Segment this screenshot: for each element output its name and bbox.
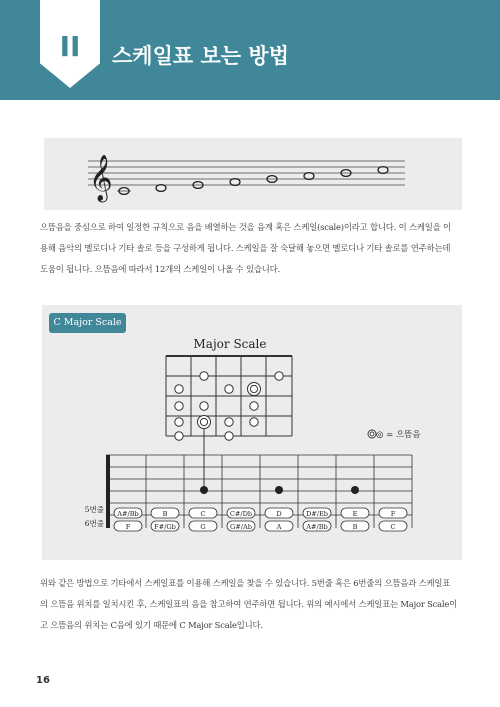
string5-note: E — [352, 510, 358, 518]
page-title: 스케일표 보는 방법 — [112, 44, 289, 68]
scale-dot — [250, 402, 258, 410]
fret-marker — [200, 486, 208, 494]
page-number: 16 — [36, 675, 50, 686]
outro-line: 위와 같은 방법으로 기타에서 스케일표를 이용해 스케일을 찾을 수 있습니다. 5번줄 혹은 6번줄의 으뜸음과 스케일표 — [40, 578, 451, 588]
section-number: II — [59, 30, 81, 63]
string5-note: F — [390, 510, 396, 518]
figure-label: C Major Scale — [49, 313, 126, 333]
legend-text: ◎ = 으뜸음 — [376, 430, 421, 440]
string6-label: 6번줄 — [84, 519, 104, 528]
scale-dot — [175, 418, 183, 426]
fretboard-nut — [106, 455, 110, 528]
string6-note: A#/Bb — [306, 523, 328, 531]
string5-note: D — [276, 510, 282, 518]
string6-note: F#/Gb — [154, 523, 176, 531]
string6-note: B — [352, 523, 358, 531]
string6-note: A — [276, 523, 282, 531]
string6-note: F — [125, 523, 131, 531]
string5-notes — [114, 508, 407, 518]
root-note-marker-inner — [200, 418, 207, 425]
scale-dot — [200, 402, 208, 410]
string6-notes — [114, 521, 407, 531]
root-note-marker-inner — [250, 385, 257, 392]
string6-note: G — [200, 523, 206, 531]
outro-line: 의 으뜸음 위치를 일치시킨 후, 스케일표의 음을 참고하여 연주하면 됩니다. 위의 예시에서 스케일표는 Major Scale이 — [40, 599, 458, 609]
string6-note: C — [390, 523, 396, 531]
outro-line: 고 으뜸음의 위치는 C음에 있기 때문에 C Major Scale입니다. — [40, 620, 263, 630]
treble-clef-icon: 𝄞 — [89, 155, 113, 201]
string5-label: 5번줄 — [84, 505, 104, 514]
diagram-title: Major Scale — [193, 337, 267, 351]
scale-dot — [200, 372, 208, 380]
scale-dot — [225, 385, 233, 393]
string6-note: G#/Ab — [230, 523, 252, 531]
fret-marker — [351, 486, 359, 494]
scale-dot — [175, 402, 183, 410]
fret-markers — [200, 486, 359, 494]
string5-note: C — [200, 510, 206, 518]
fret-marker — [275, 486, 283, 494]
scale-dot — [225, 418, 233, 426]
scale-dot — [225, 432, 233, 440]
intro-line: 으뜸음을 중심으로 하여 일정한 규칙으로 음을 배열하는 것을 음계 혹은 스케일(scale)이라고 합니다. 이 스케일을 이 — [40, 222, 451, 232]
scale-dot — [250, 418, 258, 426]
scale-dot — [175, 432, 183, 440]
scale-dot — [275, 372, 283, 380]
string5-note: A#/Bb — [117, 510, 139, 518]
intro-line: 도움이 됩니다. 으뜸음에 따라서 12개의 스케일이 나올 수 있습니다. — [40, 264, 281, 274]
intro-line: 용해 음악의 멜로디나 기타 솔로 등을 구성하게 됩니다. 스케일을 잘 숙달해 놓으면 멜로디나 기타 솔로를 연주하는데 — [40, 243, 451, 253]
string5-note: B — [162, 510, 168, 518]
string5-note: D#/Eb — [305, 510, 329, 518]
outro-paragraph — [40, 573, 460, 636]
scale-dot — [175, 385, 183, 393]
string5-note: C#/Db — [229, 510, 253, 518]
